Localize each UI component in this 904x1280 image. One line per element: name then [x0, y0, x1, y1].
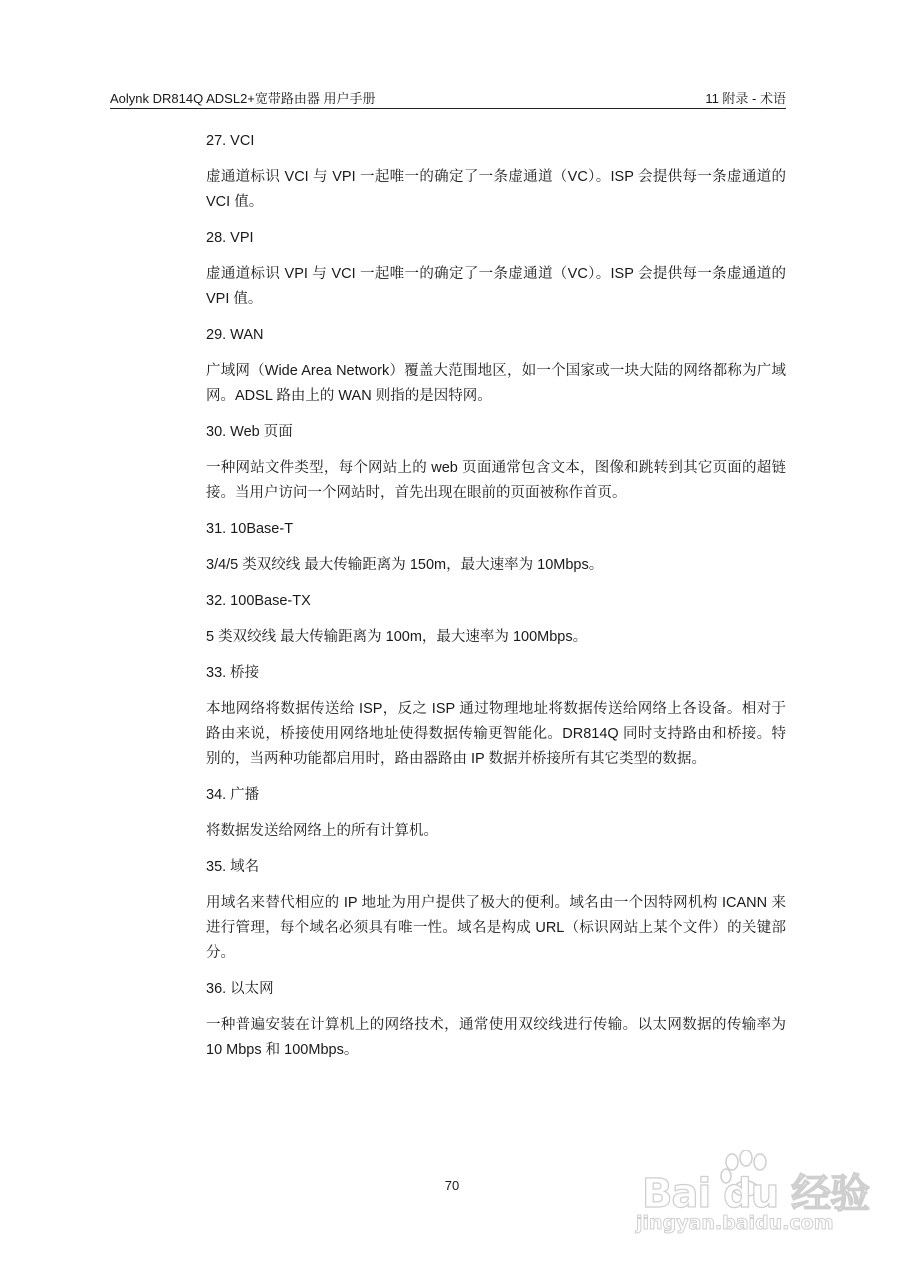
header-title: Aolynk DR814Q ADSL2+宽带路由器 用户手册	[110, 91, 376, 106]
entry-term: 36. 以太网	[206, 981, 274, 997]
glossary-entry	[206, 857, 786, 966]
entry-term: 34. 广播	[206, 787, 260, 803]
watermark-url: jingyan.baidu.com	[636, 1212, 834, 1234]
glossary-entry	[206, 228, 786, 312]
page-header	[110, 88, 786, 109]
entry-term: 28. VPI	[206, 230, 254, 246]
baidu-jingyan-watermark	[636, 1150, 886, 1260]
entry-description: 本地网络将数据传送给 ISP，反之 ISP 通过物理地址将数据传送给网络上各设备。相对于路由来说，桥接使用网络地址使得数据传输更智能化。DR814Q 同时支持路由和桥接。特别的，当两种功能都启用时，路由器路由 IP 数据并桥接所有其它类型的数据。	[206, 701, 786, 767]
entry-description: 用域名来替代相应的 IP 地址为用户提供了极大的便利。域名由一个因特网机构 ICANN 来进行管理，每个域名必须具有唯一性。域名是构成 URL（标识网站上某个文件）的关键部分。	[206, 895, 786, 961]
entry-term: 35. 域名	[206, 859, 260, 875]
glossary-entry	[206, 422, 786, 506]
entry-term: 31. 10Base-T	[206, 521, 294, 537]
page-number: 70	[444, 1178, 460, 1193]
watermark-logo: Bai du 经验	[642, 1171, 870, 1217]
glossary-entry	[206, 979, 786, 1063]
entry-description: 一种普遍安装在计算机上的网络技术，通常使用双绞线进行传输。以太网数据的传输率为 10 Mbps 和 100Mbps。	[206, 1017, 786, 1058]
entry-term: 33. 桥接	[206, 665, 260, 681]
glossary-entry	[206, 325, 786, 409]
entry-description: 3/4/5 类双绞线 最大传输距离为 150m，最大速率为 10Mbps。	[206, 557, 604, 573]
glossary-entry	[206, 785, 786, 844]
entry-description: 广域网（Wide Area Network）覆盖大范围地区，如一个国家或一块大陆的网络都称为广域网。ADSL 路由上的 WAN 则指的是因特网。	[206, 363, 786, 404]
entry-term: 27. VCI	[206, 133, 255, 149]
glossary-entry	[206, 663, 786, 772]
glossary-entry	[206, 131, 786, 215]
header-section: 11 附录 - 术语	[705, 91, 786, 106]
entry-term: 32. 100Base-TX	[206, 593, 311, 609]
glossary-entry	[206, 591, 786, 650]
glossary-content	[206, 131, 786, 1076]
entry-description: 虚通道标识 VPI 与 VCI 一起唯一的确定了一条虚通道（VC）。ISP 会提供每一条虚通道的 VPI 值。	[206, 266, 786, 307]
entry-term: 30. Web 页面	[206, 424, 293, 440]
entry-description: 5 类双绞线 最大传输距离为 100m，最大速率为 100Mbps。	[206, 629, 588, 645]
entry-term: 29. WAN	[206, 327, 264, 343]
glossary-entry	[206, 519, 786, 578]
entry-description: 虚通道标识 VCI 与 VPI 一起唯一的确定了一条虚通道（VC）。ISP 会提供每一条虚通道的 VCI 值。	[206, 169, 786, 210]
entry-description: 一种网站文件类型，每个网站上的 web 页面通常包含文本，图像和跳转到其它页面的超链接。当用户访问一个网站时，首先出现在眼前的页面被称作首页。	[206, 460, 786, 501]
entry-description: 将数据发送给网络上的所有计算机。	[206, 823, 438, 839]
